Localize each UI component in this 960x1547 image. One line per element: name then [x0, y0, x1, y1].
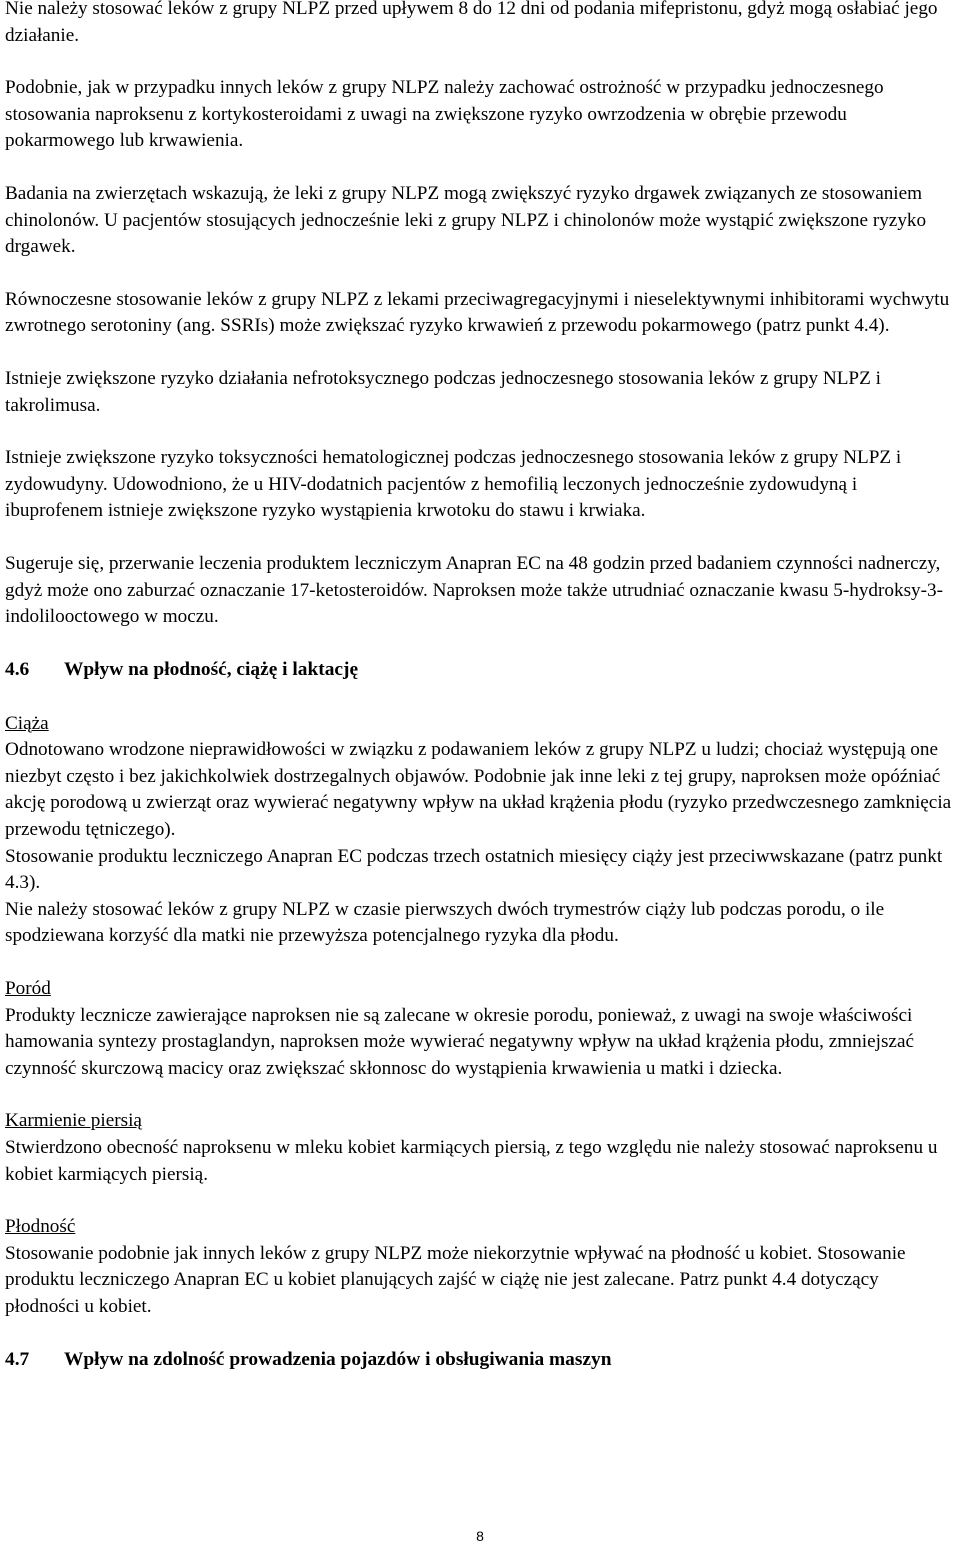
section-title: Wpływ na płodność, ciążę i laktację: [64, 658, 359, 680]
subsection-pregnancy: [5, 711, 955, 950]
subsection-fertility: [5, 1214, 955, 1320]
paragraph-tacrolimus: Istnieje zwiększone ryzyko działania nefrotoksycznego podczas jednoczesnego stosowania leków z grupy NLPZ i takrolimusa.: [5, 367, 881, 416]
section-heading-4-6: [5, 657, 955, 683]
subsection-heading-breastfeeding: Karmienie piersią: [5, 1110, 142, 1132]
subsection-heading-pregnancy: Ciąża: [5, 712, 49, 734]
pregnancy-text-3: Nie należy stosować leków z grupy NLPZ w czasie pierwszych dwóch trymestrów ciąży lub podczas porodu, o ile spodziewana korzyść dla matki nie przewyższa potencjalnego ryzyka dla płodu.: [5, 898, 885, 947]
document-page: [5, 0, 955, 1401]
section-number: 4.6: [5, 658, 30, 680]
subsection-heading-labour: Poród: [5, 978, 51, 1000]
pregnancy-text-2: Stosowanie produktu leczniczego Anapran EC podczas trzech ostatnich miesięcy ciąży jest przeciwwskazane (patrz punkt 4.3).: [5, 845, 943, 894]
paragraph-ssri: Równoczesne stosowanie leków z grupy NLPZ z lekami przeciwagregacyjnymi i nieselektywnymi inhibitorami wychwytu zwrotnego serotoniny (ang. SSRIs) może zwiększać ryzyko krwawień z przewodu pokarmowego (patrz punkt 4.4).: [5, 288, 950, 337]
subsection-labour: [5, 976, 955, 1082]
paragraph-corticosteroids: Podobnie, jak w przypadku innych leków z grupy NLPZ należy zachować ostrożność w przypadku jednoczesnego stosowania naproksenu z kortykosteroidami z uwagi na zwiększone ryzyko owrzodzenia w obrębie przewodu pokarmowego lub krwawienia.: [5, 77, 884, 152]
section-number: 4.7: [5, 1348, 30, 1370]
page-number: 8: [476, 1528, 484, 1544]
breastfeeding-text: Stwierdzono obecność naproksenu w mleku kobiet karmiących piersią, z tego względu nie należy stosować naproksenu u kobiet karmiących piersią.: [5, 1137, 938, 1185]
labour-text: Produkty lecznicze zawierające naproksen nie są zalecane w okresie porodu, ponieważ, z uwagi na swoje właściwości hamowania syntezy prostaglandyn, naproksen może wywierać negatywny wpływ na układ krążenia płodu, zmniejszać czynność skurczową macicy oraz zwiększać skłonnosc do wystąpienia krwawienia u matki i dziecka.: [5, 1004, 914, 1079]
paragraph-mifepristone: Nie należy stosować leków z grupy NLPZ przed upływem 8 do 12 dni od podania mifepristonu, gdyż mogą osłabiać jego działanie.: [5, 0, 938, 46]
subsection-heading-fertility: Płodność: [5, 1216, 76, 1238]
section-heading-4-7: [5, 1347, 955, 1373]
section-title: Wpływ na zdolność prowadzenia pojazdów i obsługiwania maszyn: [64, 1348, 612, 1370]
paragraph-zidovudine: Istnieje zwiększone ryzyko toksyczności hematologicznej podczas jednoczesnego stosowania leków z grupy NLPZ i zydowudyny. Udowodniono, że u HIV-dodatnich pacjentów z hemofilią leczonych jednocześnie zydowudyną i ibuprofenem istnieje zwiększone ryzyko wystąpienia krwotoku do stawu i krwiaka.: [5, 447, 902, 522]
paragraph-quinolones: Badania na zwierzętach wskazują, że leki z grupy NLPZ mogą zwiększyć ryzyko drgawek związanych ze stosowaniem chinolonów. U pacjentów stosujących jednocześnie leki z grupy NLPZ i chinolonów może wystąpić zwiększone ryzyko drgawek.: [5, 182, 927, 258]
paragraph-adrenal-tests: Sugeruje się, przerwanie leczenia produktem leczniczym Anapran EC na 48 godzin przed badaniem czynności nadnerczy, gdyż może ono zaburzać oznaczanie 17-ketosteroidów. Naproksen może także utrudniać oznaczanie kwasu 5-hydroksy-3-indolilooctowego w moczu.: [5, 552, 944, 628]
subsection-breastfeeding: [5, 1108, 955, 1188]
fertility-text: Stosowanie podobnie jak innych leków z grupy NLPZ może niekorzytnie wpływać na płodność u kobiet. Stosowanie produktu leczniczego Anapran EC u kobiet planujących zajść w ciążę nie jest zalecane. Patrz punkt 4.4 dotyczący płodności u kobiet.: [5, 1242, 906, 1317]
pregnancy-text-1: Odnotowano wrodzone nieprawidłowości w związku z podawaniem leków z grupy NLPZ u ludzi; chociaż występują one niezbyt często i bez jakichkolwiek dostrzegalnych objawów. Podobnie jak inne leki z tej grupy, naproksen może opóźniać akcję porodową u zwierząt oraz wywierać negatywny wpływ na układ krążenia płodu (ryzyko przedwczesnego zamknięcia przewodu tętniczego).: [5, 739, 952, 841]
